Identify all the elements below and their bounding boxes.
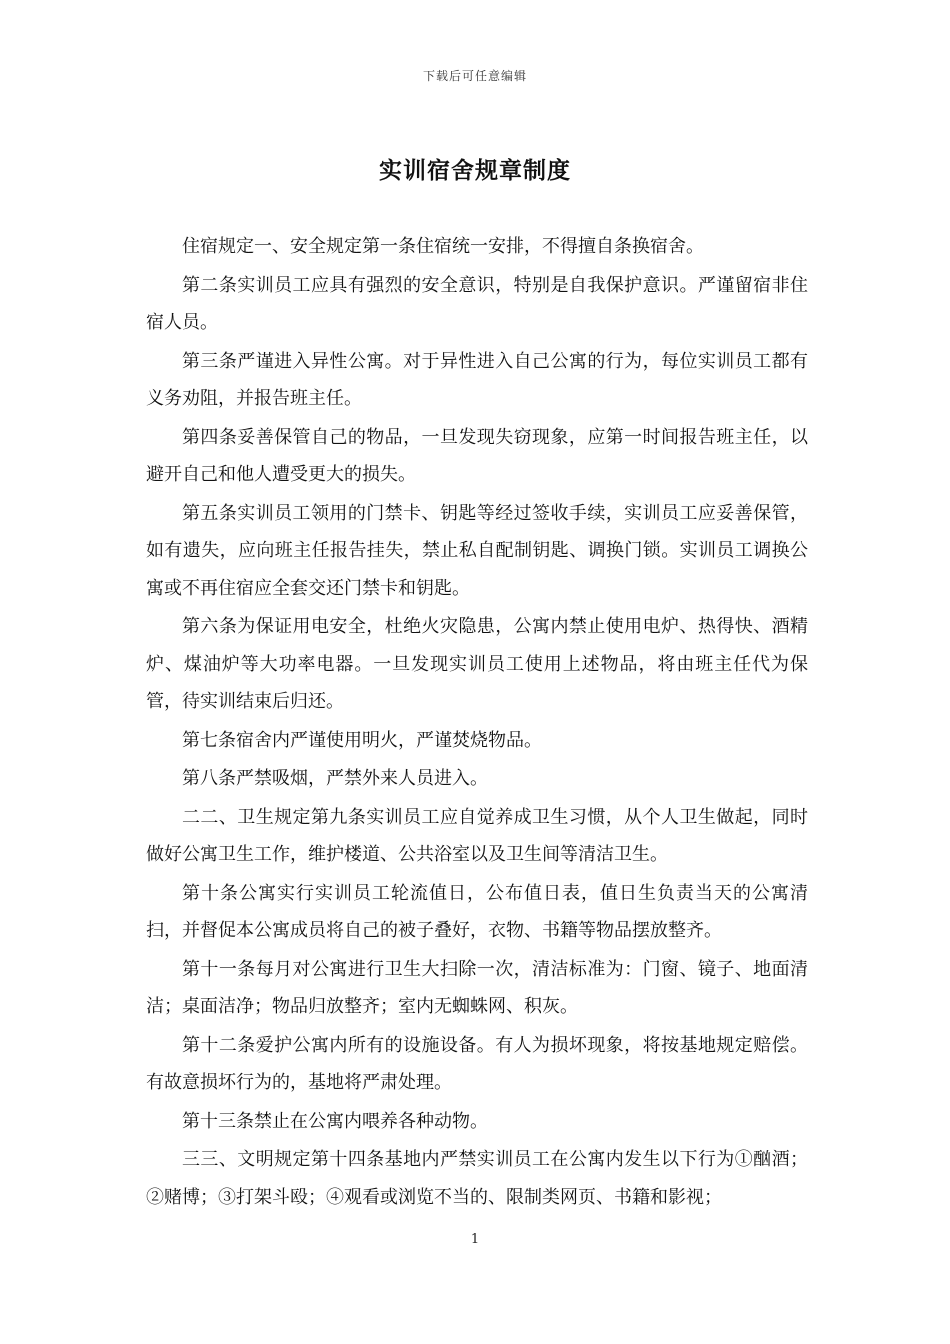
document-body — [146, 228, 808, 1217]
paragraph: 第六条为保证用电安全，杜绝火灾隐患，公寓内禁止使用电炉、热得快、酒精炉、煤油炉等大功率电器。一旦发现实训员工使用上述物品，将由班主任代为保管，待实训结束后归还。 — [146, 616, 808, 712]
paragraph: 第四条妥善保管自己的物品，一旦发现失窃现象，应第一时间报告班主任，以避开自己和他人遭受更大的损失。 — [146, 426, 808, 485]
paragraph: 第十三条禁止在公寓内喂养各种动物。 — [182, 1110, 488, 1132]
header-note: 下载后可任意编辑 — [422, 69, 527, 83]
paragraph: 二二、卫生规定第九条实训员工应自觉养成卫生习惯，从个人卫生做起，同时做好公寓卫生工作，维护楼道、公共浴室以及卫生间等清洁卫生。 — [146, 806, 808, 865]
paragraph: 第七条宿舍内严谨使用明火，严谨焚烧物品。 — [182, 729, 542, 751]
paragraph: 第二条实训员工应具有强烈的安全意识，特别是自我保护意识。严谨留宿非住宿人员。 — [146, 274, 808, 333]
page-number: 1 — [470, 1232, 480, 1247]
paragraph: 第十条公寓实行实训员工轮流值日，公布值日表，值日生负责当天的公寓清扫，并督促本公寓成员将自己的被子叠好，衣物、书籍等物品摆放整齐。 — [146, 882, 808, 941]
paragraph: 第三条严谨进入异性公寓。对于异性进入自己公寓的行为，每位实训员工都有义务劝阻，并报告班主任。 — [146, 350, 808, 409]
paragraph: 第八条严禁吸烟，严禁外来人员进入。 — [182, 768, 488, 789]
paragraph: 第五条实训员工领用的门禁卡、钥匙等经过签收手续，实训员工应妥善保管，如有遗失，应向班主任报告挂失，禁止私自配制钥匙、调换门锁。实训员工调换公寓或不再住宿应全套交还门禁卡和钥匙。 — [146, 502, 808, 599]
paragraph: 第十二条爱护公寓内所有的设施设备。有人为损坏现象，将按基地规定赔偿。有故意损坏行为的，基地将严肃处理。 — [146, 1034, 808, 1093]
paragraph: 三三、文明规定第十四条基地内严禁实训员工在公寓内发生以下行为①酗酒；②赌博；③打架斗殴；④观看或浏览不当的、限制类网页、书籍和影视； — [146, 1149, 808, 1208]
paragraph: 住宿规定一、安全规定第一条住宿统一安排，不得擅自条换宿舍。 — [182, 236, 704, 257]
document-title: 实训宿舍规章制度 — [379, 157, 571, 184]
paragraph: 第十一条每月对公寓进行卫生大扫除一次，清洁标准为：门窗、镜子、地面清洁；桌面洁净；物品归放整齐；室内无蜘蛛网、积灰。 — [146, 958, 808, 1017]
